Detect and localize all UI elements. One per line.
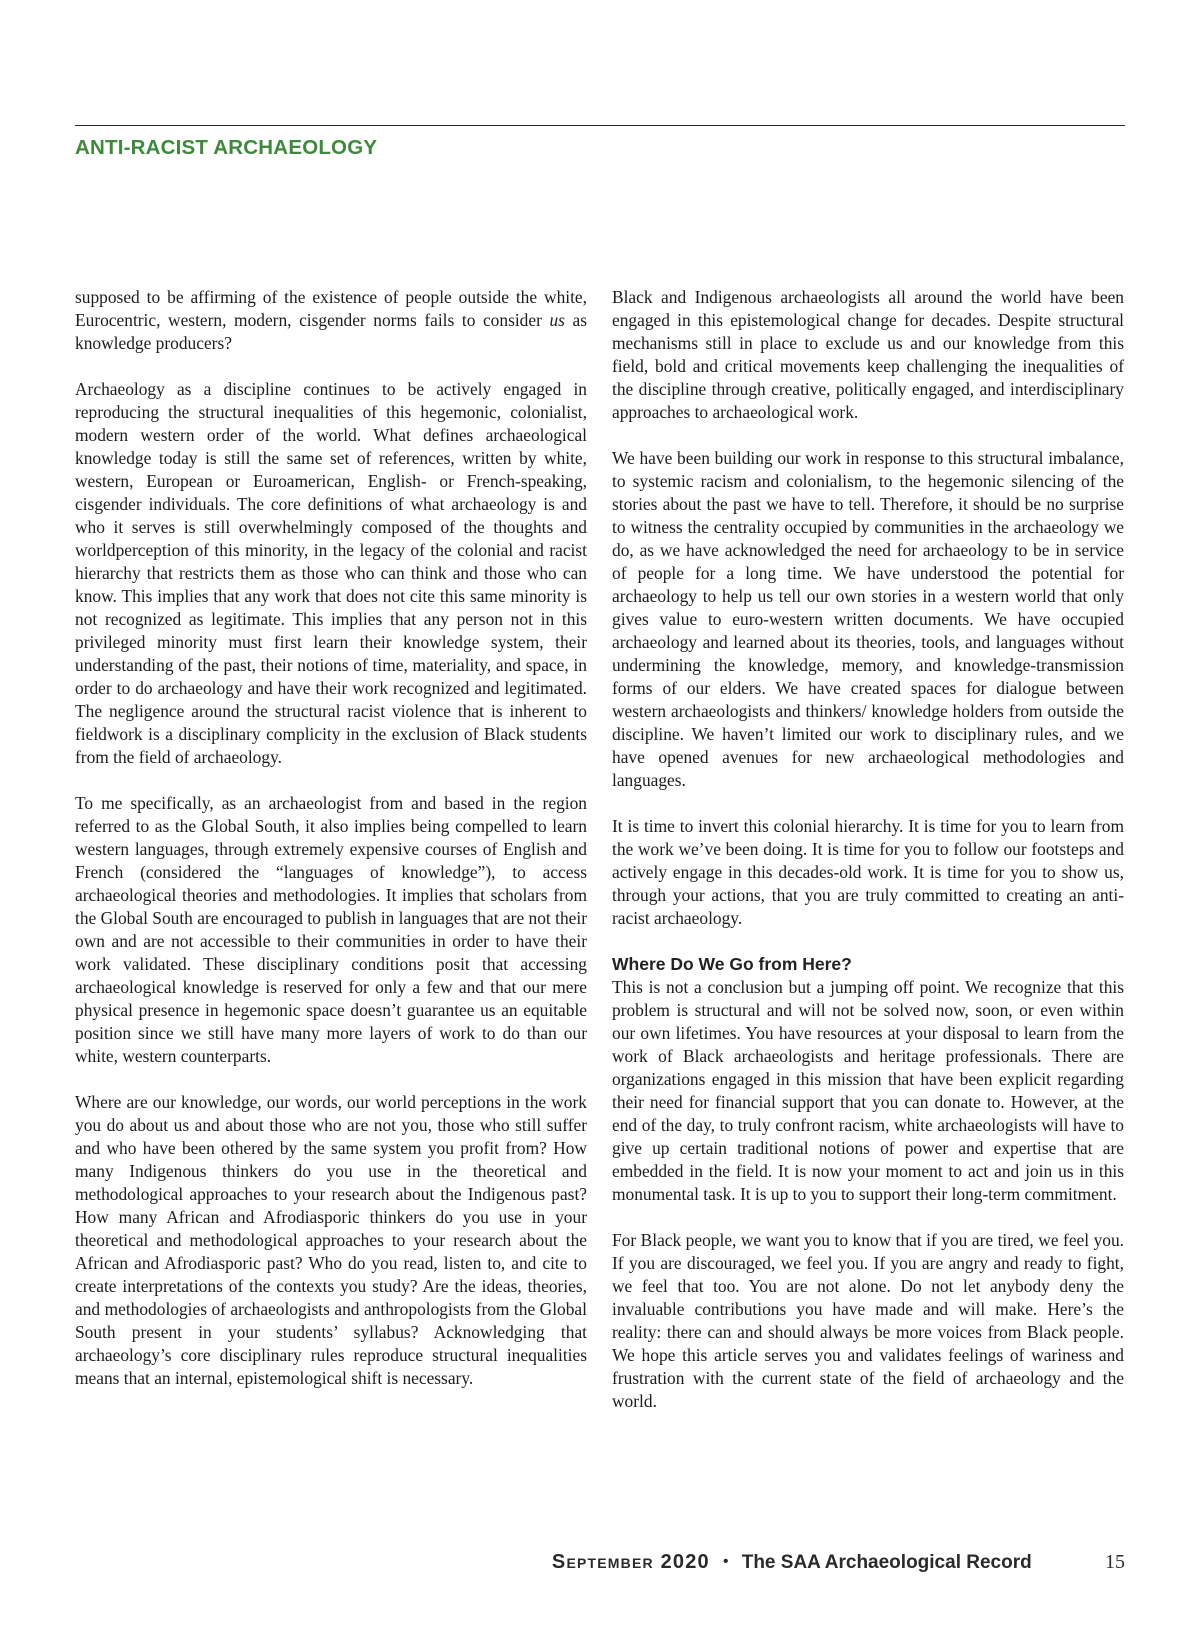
- section-heading: Where Do We Go from Here?: [612, 954, 852, 974]
- right-paragraph-4: This is not a conclusion but a jumping off point. We recognize that this problem is structural and will not be solved now, soon, or even within our own lifetimes. You have resources at your disposal to learn from the work of Black archaeologists and heritage professionals. There are organizations engaged in this mission that have been explicit regarding their need for financial support that you can donate to. However, at the end of the day, to truly confront racism, white archaeologists will have to give up certain traditional notions of power and expertise that are embedded in the field. It is now your moment to act and join us in this monumental task. It is up to you to support their long-term commitment.: [612, 977, 1124, 1204]
- footer-month: September 2020: [551, 1551, 710, 1573]
- left-paragraph-1-end: as knowledge producers?: [75, 310, 587, 353]
- right-paragraph-1: Black and Indigenous archaeologists all around the world have been engaged in this epistemological change for decades. Despite structural mechanisms still in place to exclude us and our knowledge from this field, bold and critical movements keep challenging the inequalities of the discipline through creative, politically engaged, and interdisciplinary approaches to archaeological work.: [612, 287, 1124, 422]
- section-label: ANTI-RACIST ARCHAEOLOGY: [75, 136, 378, 159]
- left-column: [75, 286, 587, 1390]
- footer-bullet: •: [723, 1553, 729, 1570]
- emphasized-word: us: [549, 310, 565, 330]
- right-paragraph-3: It is time to invert this colonial hierarchy. It is time for you to learn from the work we’ve been doing. It is time for you to follow our footsteps and actively engage in this decades-old work. It is time for you to show us, through your actions, that you are truly committed to creating an anti-racist archaeology.: [612, 816, 1124, 928]
- left-paragraph-4: Where are our knowledge, our words, our world perceptions in the work you do about us and about those who are not you, those who still suffer and who have been othered by the same system you profit from? How many Indigenous thinkers do you use in the theoretical and methodological approaches to your research about the Indigenous past? How many African and Afrodiasporic thinkers do you use in your theoretical and methodological approaches to your research about the African and Afrodiasporic past? Who do you read, listen to, and cite to create interpretations of the contexts you study? Are the ideas, theories, and methodologies of archaeologists and anthropologists from the Global South present in your students’ syllabus? Acknowledging that archaeology’s core disciplinary rules reproduce structural inequalities means that an internal, epistemological shift is necessary.: [75, 1092, 587, 1388]
- left-paragraph-1: [75, 286, 587, 355]
- left-paragraph-1-start: supposed to be affirming of the existence of people outside the white, Eurocentric, western, modern, cisgender norms fails to consider: [75, 287, 587, 330]
- page-number: 15: [1105, 1551, 1125, 1573]
- footer-publication: The SAA Archaeological Record: [741, 1552, 1032, 1573]
- left-paragraph-3: To me specifically, as an archaeologist from and based in the region referred to as the Global South, it also implies being compelled to learn western languages, through extremely expensive courses of English and French (considered the “languages of knowledge”), to access archaeological theories and methodologies. It implies that scholars from the Global South are encouraged to publish in languages that are not their own and are not accessible to their communities in order to have their work validated. These disciplinary conditions posit that accessing archaeological knowledge is reserved for only a few and that our mere physical presence in hegemonic space doesn’t guarantee us an equitable position since we still have many more layers of work to do than our white, western counterparts.: [75, 793, 587, 1066]
- left-paragraph-2: Archaeology as a discipline continues to be actively engaged in reproducing the structural inequalities of this hegemonic, colonialist, modern western order of the world. What defines archaeological knowledge today is still the same set of references, written by white, western, European or Euroamerican, English- or French-speaking, cisgender individuals. The core definitions of what archaeology is and who it serves is still overwhelmingly composed of the thoughts and worldperception of this minority, in the legacy of the colonial and racist hierarchy that restricts them as those who can think and those who can know. This implies that any work that does not cite this same minority is not recognized as legitimate. This implies that any person not in this privileged minority must first learn their knowledge system, their understanding of the past, their notions of time, materiality, and space, in order to do archaeology and have their work recognized and legitimated. The negligence around the structural racist violence that is inherent to fieldwork is a disciplinary complicity in the exclusion of Black students from the field of archaeology.: [75, 379, 587, 767]
- right-paragraph-5: For Black people, we want you to know that if you are tired, we feel you. If you are discouraged, we feel you. If you are angry and ready to fight, we feel that too. You are not alone. Do not let anybody deny the invaluable contributions you have made and will make. Here’s the reality: there can and should always be more voices from Black people. We hope this article serves you and validates feelings of wariness and frustration with the current state of the field of archaeology and the world.: [612, 1230, 1124, 1411]
- header-rule: [75, 125, 1125, 126]
- right-paragraph-2: We have been building our work in response to this structural imbalance, to systemic racism and colonialism, to the hegemonic silencing of the stories about the past we have to tell. Therefore, it should be no surprise to witness the centrality occupied by communities in the archaeology we do, as we have acknowledged the need for archaeology to be in service of people for a long time. We have understood the potential for archaeology to help us tell our own stories in a western world that only gives value to euro-western written documents. We have occupied archaeology and learned about its theories, tools, and languages without undermining the knowledge, memory, and knowledge-transmission forms of our elders. We have created spaces for dialogue between western archaeologists and thinkers/ knowledge holders from outside the discipline. We haven’t limited our work to disciplinary rules, and we have opened avenues for new archaeological methodologies and languages.: [612, 448, 1124, 790]
- right-column: [612, 286, 1124, 1413]
- page-footer: [75, 1551, 1125, 1574]
